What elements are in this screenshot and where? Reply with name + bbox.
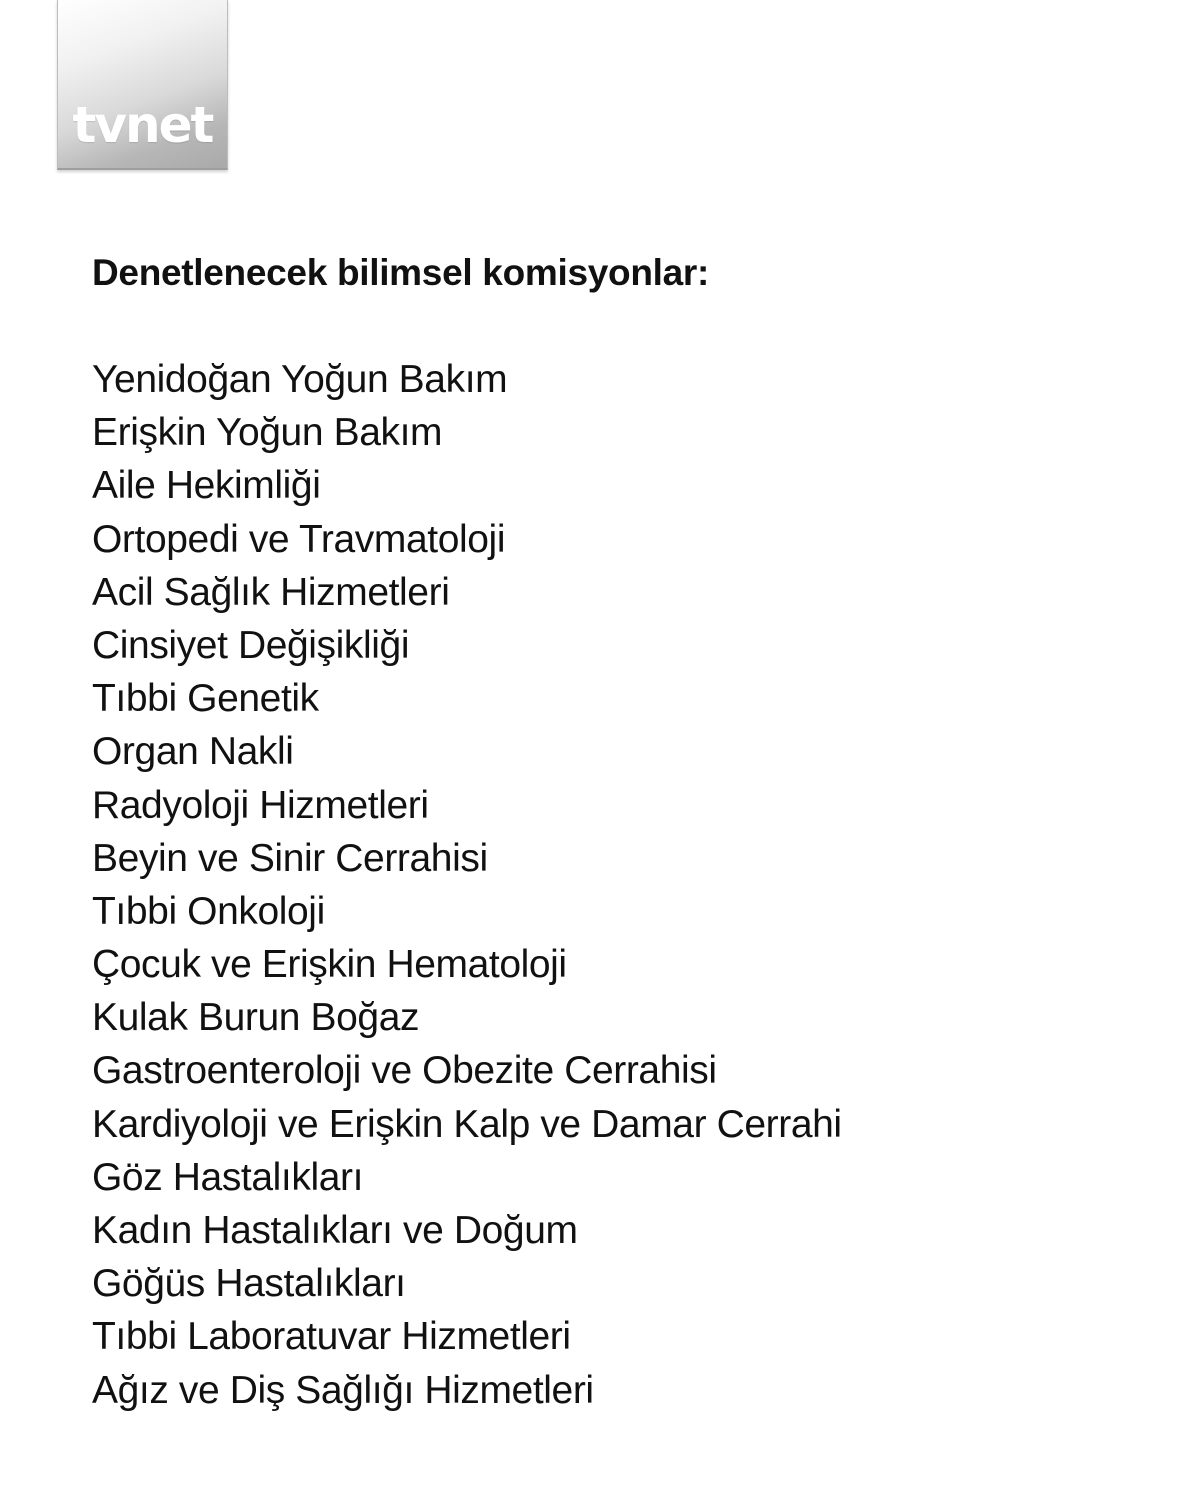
list-item: Acil Sağlık Hizmetleri	[92, 570, 450, 614]
commission-list	[92, 353, 842, 1417]
page-title: Denetlenecek bilimsel komisyonlar:	[92, 252, 709, 293]
list-item: Çocuk ve Erişkin Hematoloji	[92, 943, 567, 987]
list-item: Tıbbi Genetik	[92, 677, 319, 721]
list-item: Kadın Hastalıkları ve Doğum	[92, 1209, 578, 1252]
list-item: Erişkin Yoğun Bakım	[92, 411, 443, 455]
list-item: Beyin ve Sinir Cerrahisi	[92, 836, 488, 880]
list-item: Tıbbi Onkoloji	[92, 889, 325, 933]
list-item: Gastroenteroloji ve Obezite Cerrahisi	[92, 1049, 717, 1093]
list-item: Yenidoğan Yoğun Bakım	[92, 358, 508, 401]
list-item: Aile Hekimliği	[92, 464, 321, 508]
list-item: Tıbbi Laboratuvar Hizmetleri	[92, 1315, 571, 1359]
list-item: Cinsiyet Değişikliği	[92, 623, 410, 667]
list-item: Radyoloji Hizmetleri	[92, 783, 429, 827]
list-item: Ağız ve Diş Sağlığı Hizmetleri	[92, 1368, 594, 1412]
list-item: Göğüs Hastalıkları	[92, 1262, 406, 1306]
tvnet-logo	[57, 0, 228, 170]
list-item: Organ Nakli	[92, 730, 294, 774]
list-item: Kardiyoloji ve Erişkin Kalp ve Damar Cerrahi	[92, 1102, 842, 1146]
list-item: Göz Hastalıkları	[92, 1155, 364, 1199]
list-item: Ortopedi ve Travmatoloji	[92, 517, 506, 561]
list-item: Kulak Burun Boğaz	[92, 996, 420, 1040]
logo-text: tvnet	[72, 96, 213, 154]
